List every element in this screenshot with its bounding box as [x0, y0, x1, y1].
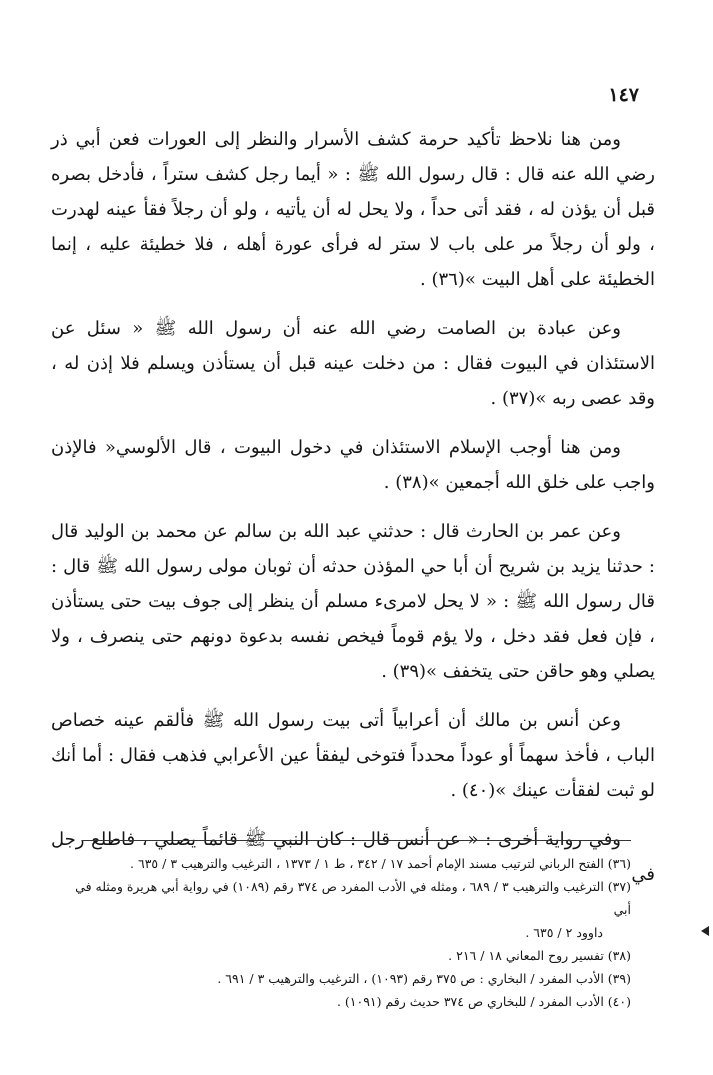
footnote-37: (٣٧) الترغيب والترهيب ٣ / ٦٨٩ ، ومثله في الأدب المفرد ص ٣٧٤ رقم (١٠٨٩) في رواية أبي هريرة ومثله في أبي — [75, 879, 631, 917]
body-text — [51, 122, 655, 906]
footnote-38: (٣٨) تفسير روح المعاني ١٨ / ٢١٦ . — [448, 948, 631, 963]
footnotes — [71, 852, 631, 1013]
footnote-37-continued: داوود ٢ / ٦٣٥ . — [525, 925, 603, 940]
footnote-divider — [83, 840, 631, 841]
page-number: ١٤٧ — [608, 84, 639, 106]
scan-edge-mark — [701, 926, 709, 936]
footnote-40: (٤٠) الأدب المفرد / للبخاري ص ٣٧٤ حديث رقم (١٠٩١) . — [336, 994, 631, 1009]
paragraph-abu-dhar: ومن هنا نلاحظ تأكيد حرمة كشف الأسرار والنظر إلى العورات فعن أبي ذر رضي الله عنه قال : قال رسول الله ﷺ : « أيما رجل كشف ستراً ، فأدخل بصره قبل أن يؤذن له ، فقد أتى حداً ، ولا يحل له أن يأتيه ، ولو أن رجلاً فقأ عينه لهدرت ، ولو أن رجلاً مر على باب لا ستر له فرأى عورة أهله ، فلا خطيئة عليه ، إنما الخطيئة على أهل البيت »(٣٦) . — [51, 129, 655, 290]
paragraph-other-narration: وفي رواية أخرى : « عن أنس قال : كان النبي ﷺ قائماً يصلي ، فاطلع رجل في — [51, 829, 655, 885]
paragraph-ubada: وعن عبادة بن الصامت رضي الله عنه أن رسول الله ﷺ « سئل عن الاستئذان في البيوت فقال : من دخلت عينه قبل أن يستأذن ويسلم فلا إذن له ، وقد عصى ربه »(٣٧) . — [51, 318, 655, 409]
footnote-39: (٣٩) الأدب المفرد / البخاري : ص ٣٧٥ رقم (١٠٩٣) ، الترغيب والترهيب ٣ / ٦٩١ . — [217, 971, 631, 986]
paragraph-umar: وعن عمر بن الحارث قال : حدثني عبد الله بن سالم عن محمد بن الوليد قال : حدثنا يزيد بن شريح أن أبا حي المؤذن حدثه أن ثوبان مولى رسول الله ﷺ قال : قال رسول الله ﷺ : « لا يحل لامرىء مسلم أن ينظر إلى جوف بيت حتى يستأذن ، فإن فعل فقد دخل ، ولا يؤم قوماً فيخص نفسه بدعوة دونهم حتى ينصرف ، ولا يصلي وهو حاقن حتى يتخفف »(٣٩) . — [51, 521, 655, 682]
paragraph-anas: وعن أنس بن مالك أن أعرابياً أتى بيت رسول الله ﷺ فألقم عينه خصاص الباب ، فأخذ سهماً أو عوداً محدداً فتوخى ليفقأ عين الأعرابي فذهب فقال : أما أنك لو ثبت لفقأت عينك »(٤٠) . — [51, 710, 656, 801]
footnote-36: (٣٦) الفتح الرباني لترتيب مسند الإمام أحمد ١٧ / ٣٤٢ ، ط ١ / ١٣٧٣ ، الترغيب والترهيب ٣ / ٦٣٥ . — [130, 856, 631, 871]
paragraph-alusi: ومن هنا أوجب الإسلام الاستئذان في دخول البيوت ، قال الألوسي« فالإذن واجب على خلق الله أجمعين »(٣٨) . — [51, 437, 655, 493]
